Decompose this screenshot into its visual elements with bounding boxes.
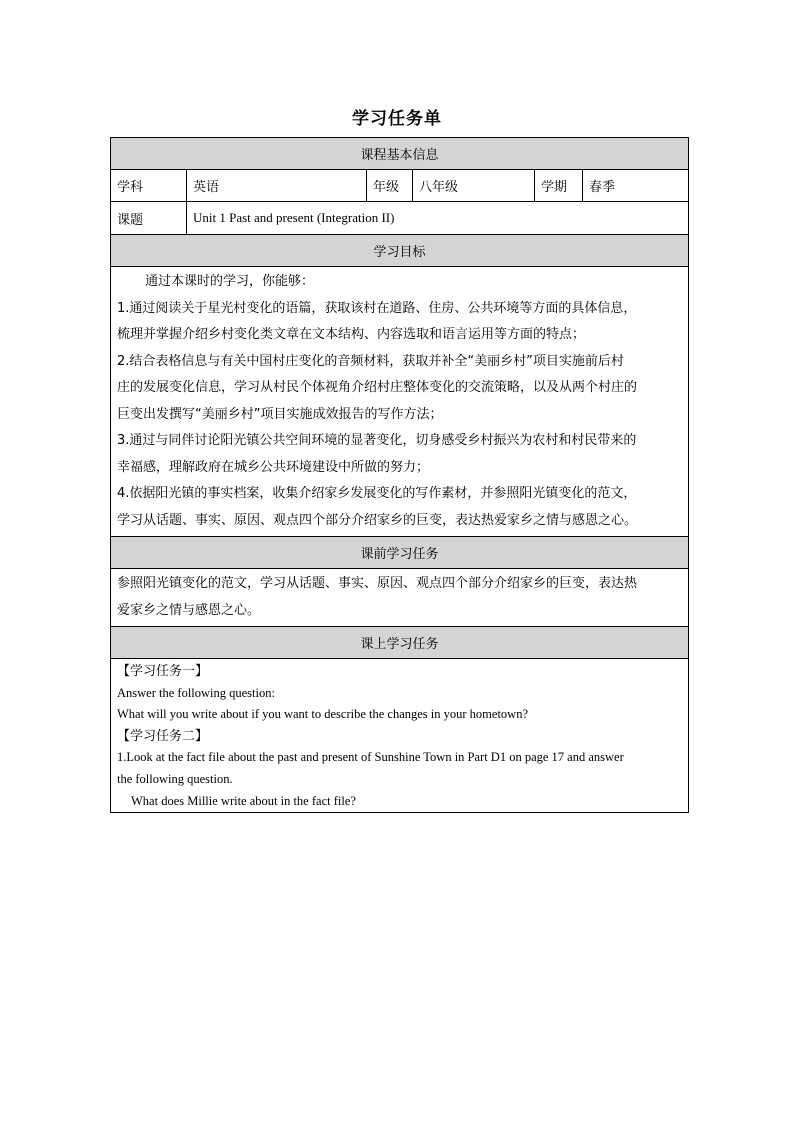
topic-value: Unit 1 Past and present (Integration II) [187,202,689,235]
in-class-task-content [111,659,689,813]
task2-heading: 【学习任务二】 [117,728,209,744]
objective-line: 学习从话题、事实、原因、观点四个部分介绍家乡的巨变，表达热爱家乡之情与感恩之心。 [117,512,638,528]
section-header-pre-task: 课前学习任务 [111,537,689,569]
task2-question: What does Millie write about in the fact file? [131,793,356,808]
objective-line: 1.通过阅读关于星光村变化的语篇，获取该村在道路、住房、公共环境等方面的具体信息， [117,300,637,316]
subject-label: 学科 [111,170,187,202]
term-value: 春季 [583,170,689,202]
pre-task-line: 爱家乡之情与感恩之心。 [117,602,261,618]
task1-instruction: Answer the following question: [117,685,275,700]
task1-heading: 【学习任务一】 [117,664,209,679]
objective-line: 2.结合表格信息与有关中国村庄变化的音频材料，获取并补全“美丽乡村”项目实施前后村 [117,353,624,369]
page-title: 学习任务单 [352,109,442,129]
task-sheet-table [110,137,689,813]
task1-question: What will you write about if you want to describe the changes in your hometown? [117,707,529,722]
section-header-objectives: 学习目标 [111,235,689,267]
subject-value: 英语 [187,170,367,202]
section-header-in-class-task: 课上学习任务 [111,627,689,659]
grade-value: 八年级 [413,170,535,202]
term-label: 学期 [535,170,583,202]
topic-label: 课题 [111,202,187,235]
objective-line: 庄的发展变化信息，学习从村民个体视角介绍村庄整体变化的交流策略，以及从两个村庄的 [117,380,638,395]
task2-instruction-cont: the following question. [117,771,233,786]
objective-line: 3.通过与同伴讨论阳光镇公共空间环境的显著变化，切身感受乡村振兴为农村和村民带来的 [117,433,637,448]
pre-task-content [111,569,689,627]
pre-task-line: 参照阳光镇变化的范文，学习从话题、事实、原因、观点四个部分介绍家乡的巨变，表达热 [117,576,638,591]
objective-line: 幸福感，理解政府在城乡公共环境建设中所做的努力； [117,459,430,475]
objectives-intro: 通过本课时的学习，你能够： [145,274,315,289]
grade-label: 年级 [367,170,413,202]
objective-line: 巨变出发撰写“美丽乡村”项目实施成效报告的写作方法； [117,406,443,422]
objectives-content [111,267,689,537]
objective-line: 梳理并掌握介绍乡村变化类文章在文本结构、内容选取和语言运用等方面的特点； [117,327,586,342]
task2-instruction: 1.Look at the fact file about the past and present of Sunshine Town in Part D1 on page 17 and answer [117,750,624,765]
objective-line: 4.依据阳光镇的事实档案，收集介绍家乡发展变化的写作素材，并参照阳光镇变化的范文， [117,486,637,501]
section-header-basic-info: 课程基本信息 [111,138,689,170]
